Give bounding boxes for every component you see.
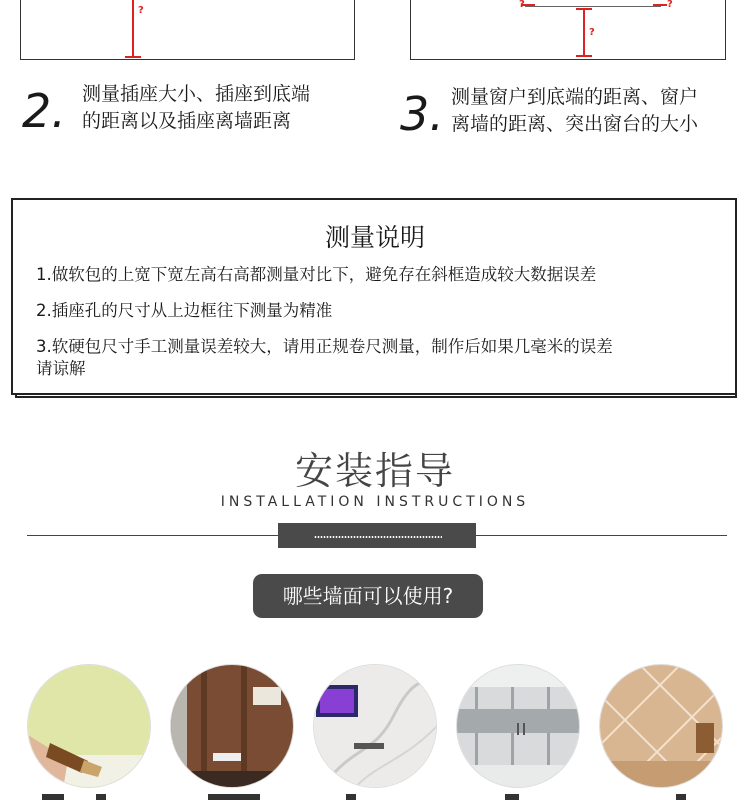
step-caption-line: 离墙的距离、突出窗台的大小 — [451, 113, 699, 135]
step-caption-line: 的距离以及插座离墙距离 — [82, 110, 292, 132]
wood-panel-icon — [170, 664, 294, 788]
dimension-tick — [576, 55, 592, 57]
sill-height-dimension-line — [583, 8, 585, 56]
step-caption-line: 测量插座大小、插座到底端 — [82, 83, 311, 105]
unknown-dimension-mark: ? — [667, 0, 673, 10]
unknown-dimension-mark: ? — [519, 0, 525, 10]
wallpaper-brush-icon — [27, 664, 151, 788]
unknown-dimension-mark: ? — [589, 27, 595, 38]
tile-wall-icon — [599, 664, 723, 788]
step-caption-line: 测量窗户到底端的距离、窗户 — [451, 86, 699, 108]
wall-caption-fragment — [505, 794, 519, 800]
height-dimension-line — [132, 0, 134, 58]
note-item: 3.软硬包尺寸手工测量误差较大，请用正规卷尺测量，制作后如果几毫米的误差 — [36, 337, 613, 356]
wall-caption-fragment — [208, 794, 260, 800]
wall-caption-fragment — [346, 794, 356, 800]
step-number: 3. — [400, 87, 444, 141]
install-title: 安装指导 — [294, 449, 455, 493]
wall-caption-fragment — [42, 794, 64, 800]
wall-question-badge: 哪些墙面可以使用? — [253, 574, 483, 618]
install-subtitle: INSTALLATION INSTRUCTIONS — [220, 494, 530, 510]
dimension-tick — [576, 8, 592, 10]
socket-diagram — [20, 0, 355, 60]
wall-caption-fragment — [96, 794, 106, 800]
notes-title: 测量说明 — [324, 223, 425, 252]
window-diagram — [410, 0, 726, 60]
note-item: 1.做软包的上宽下宽左高右高都测量对比下，避免存在斜框造成较大数据误差 — [36, 265, 597, 284]
divider-line-left — [27, 535, 278, 536]
step-number: 2. — [22, 84, 66, 138]
divider-line-right — [476, 535, 727, 536]
dimension-tick — [653, 4, 667, 6]
dotted-ornament — [314, 536, 442, 538]
unknown-dimension-mark: ? — [138, 5, 144, 16]
dimension-tick — [125, 56, 141, 58]
glass-wall-icon — [456, 664, 580, 788]
wall-caption-fragment — [676, 794, 686, 800]
note-item: 2.插座孔的尺寸从上边框往下测量为精准 — [36, 301, 333, 320]
window-sill — [525, 4, 661, 7]
marble-wall-icon — [313, 664, 437, 788]
note-item: 请谅解 — [36, 359, 86, 378]
